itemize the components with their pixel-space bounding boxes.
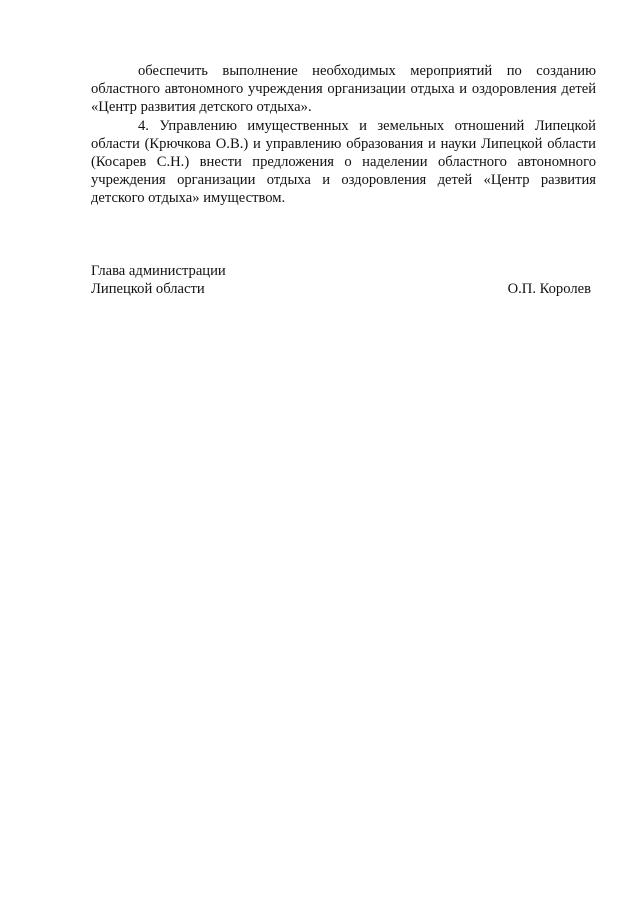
paragraph-item-4: 4. Управлению имущественных и земельных отношений Липецкой области (Крючкова О.В.) и управлению образования и науки Липецкой области (Косарев С.Н.) внести предложения о наделении областного автономного учреждения организации отдыха и оздоровления детей «Центр развития детского отдыха» имуществом. <box>91 117 596 207</box>
document-body <box>91 62 596 208</box>
signatory-position-line1: Глава администрации <box>91 263 226 279</box>
signatory-name: О.П. Королев <box>507 281 591 297</box>
signature-line-2 <box>91 280 591 298</box>
signature-line-1 <box>91 262 591 280</box>
paragraph-continuation: обеспечить выполнение необходимых мероприятий по созданию областного автономного учреждения организации отдыха и оздоровления детей «Центр развития детского отдыха». <box>91 63 596 116</box>
signatory-position-line2: Липецкой области <box>91 281 205 297</box>
signature-block <box>91 262 591 298</box>
